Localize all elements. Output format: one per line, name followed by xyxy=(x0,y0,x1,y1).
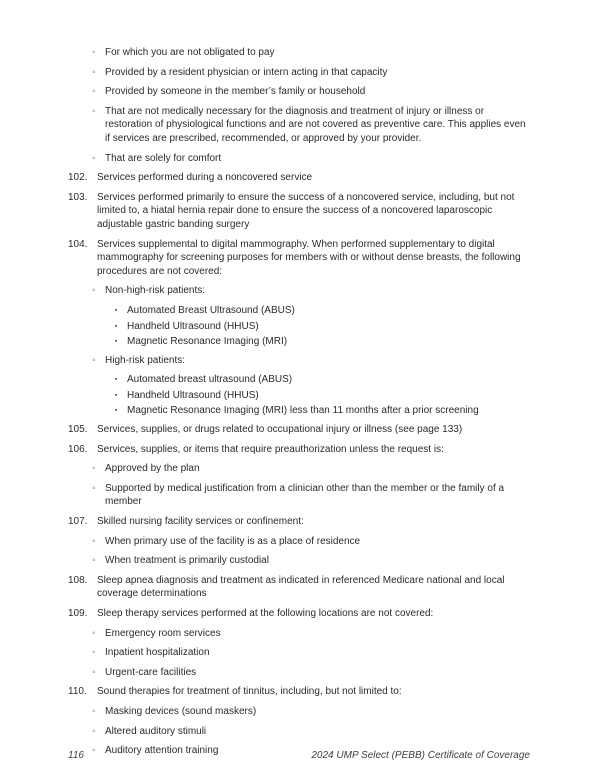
bullet-text: High-risk patients: xyxy=(105,354,186,366)
item-text: Services supplemental to digital mammography. When performed supplementary to digital mammography for screening purposes for members with or without dense breasts, the following procedures are not covered: xyxy=(97,238,521,277)
list-item xyxy=(92,152,530,166)
list-item xyxy=(92,85,530,99)
bullet-text: Handheld Ultrasound (HHUS) xyxy=(127,389,259,401)
circle-bullet-icon: ◦ xyxy=(92,745,96,757)
bullet-text: Magnetic Resonance Imaging (MRI) xyxy=(127,336,288,348)
item-number: 110. xyxy=(68,686,87,698)
circle-bullet-icon: ◦ xyxy=(92,66,96,78)
item-number: 108. xyxy=(68,574,88,586)
list-item xyxy=(115,320,530,334)
item-text: Sound therapies for treatment of tinnitus, including, but not limited to: xyxy=(97,686,402,698)
item-number: 102. xyxy=(68,172,88,184)
list-item xyxy=(92,666,530,680)
item-text: Services, supplies, or items that require preauthorization unless the request is: xyxy=(97,443,444,455)
numbered-item xyxy=(68,238,530,279)
numbered-item xyxy=(68,443,530,457)
circle-bullet-icon: ◦ xyxy=(92,86,96,98)
list-item xyxy=(92,554,530,568)
bullet-text: Non-high-risk patients: xyxy=(105,285,206,297)
bullet-text: Handheld Ultrasound (HHUS) xyxy=(127,320,259,332)
list-item xyxy=(115,373,530,387)
list-item xyxy=(92,535,530,549)
item-text: Services, supplies, or drugs related to occupational injury or illness (see page 133) xyxy=(97,424,463,436)
document-title: 2024 UMP Select (PEBB) Certificate of Coverage xyxy=(311,750,530,762)
bullet-text: Provided by a resident physician or intern acting in that capacity xyxy=(105,66,388,78)
numbered-item xyxy=(68,607,530,621)
circle-bullet-icon: ◦ xyxy=(92,285,96,297)
numbered-item xyxy=(68,574,530,601)
item-number: 106. xyxy=(68,443,88,455)
bullet-text: When primary use of the facility is as a place of residence xyxy=(105,535,361,547)
numbered-item xyxy=(68,685,530,699)
list-item xyxy=(115,389,530,403)
list-item xyxy=(115,404,530,418)
bullet-text: Urgent-care facilities xyxy=(105,666,197,678)
item-text: Sleep apnea diagnosis and treatment as indicated in referenced Medicare national and local coverage determinations xyxy=(97,574,505,600)
bullet-text: Automated Breast Ultrasound (ABUS) xyxy=(127,304,295,316)
bullet-text: When treatment is primarily custodial xyxy=(105,555,269,567)
item-text: Skilled nursing facility services or confinement: xyxy=(97,516,304,528)
bullet-text: Altered auditory stimuli xyxy=(105,725,207,737)
square-bullet-icon: ▪ xyxy=(115,407,118,415)
list-item xyxy=(92,705,530,719)
circle-bullet-icon: ◦ xyxy=(92,555,96,567)
numbered-item xyxy=(68,515,530,529)
item-number: 104. xyxy=(68,238,88,250)
list-item xyxy=(92,105,530,146)
list-item xyxy=(92,46,530,60)
bullet-text: Automated breast ultrasound (ABUS) xyxy=(127,374,293,386)
numbered-item xyxy=(68,191,530,232)
bullet-text: That are not medically necessary for the diagnosis and treatment of injury or illness or restoration of physiological functions and are not covered as preventive care. This applies even if services are prescribed, recommended, or approved by your provider. xyxy=(105,105,526,144)
square-bullet-icon: ▪ xyxy=(115,306,118,314)
numbered-item xyxy=(68,171,530,185)
item-text: Services performed during a noncovered service xyxy=(97,172,313,184)
circle-bullet-icon: ◦ xyxy=(92,666,96,678)
item-number: 109. xyxy=(68,608,88,619)
circle-bullet-icon: ◦ xyxy=(92,482,96,494)
item-number: 103. xyxy=(68,191,88,203)
list-item xyxy=(115,335,530,349)
list-item xyxy=(92,725,530,739)
list-item xyxy=(92,354,530,368)
square-bullet-icon: ▪ xyxy=(115,376,118,384)
circle-bullet-icon: ◦ xyxy=(92,47,96,58)
page-number: 116 xyxy=(68,750,84,762)
bullet-text: Emergency room services xyxy=(105,627,221,639)
bullet-text: Provided by someone in the member’s family or household xyxy=(105,86,366,98)
circle-bullet-icon: ◦ xyxy=(92,152,96,164)
square-bullet-icon: ▪ xyxy=(115,322,118,330)
bullet-text: Inpatient hospitalization xyxy=(105,647,210,659)
bullet-text: Auditory attention training xyxy=(105,745,219,757)
item-number: 107. xyxy=(68,516,88,528)
item-number: 105. xyxy=(68,424,88,436)
bullet-text: Approved by the plan xyxy=(105,463,200,475)
square-bullet-icon: ▪ xyxy=(115,338,118,346)
bullet-text: Supported by medical justification from a clinician other than the member or the family of a member xyxy=(105,482,505,508)
circle-bullet-icon: ◦ xyxy=(92,647,96,659)
page-footer xyxy=(68,749,530,763)
list-item xyxy=(92,646,530,660)
list-item xyxy=(92,284,530,298)
square-bullet-icon: ▪ xyxy=(115,391,118,399)
bullet-text: Masking devices (sound maskers) xyxy=(105,705,257,717)
circle-bullet-icon: ◦ xyxy=(92,105,96,117)
circle-bullet-icon: ◦ xyxy=(92,705,96,717)
list-item xyxy=(92,627,530,641)
circle-bullet-icon: ◦ xyxy=(92,725,96,737)
circle-bullet-icon: ◦ xyxy=(92,535,96,547)
bullet-text: That are solely for comfort xyxy=(105,152,222,164)
list-item xyxy=(92,462,530,476)
item-text: Sleep therapy services performed at the following locations are not covered: xyxy=(97,608,434,619)
item-text: Services performed primarily to ensure the success of a noncovered service, including, but not limited to, a hiatal hernia repair done to ensure the success of a noncovered laparoscopic adjustable gastric banding surgery xyxy=(97,191,515,230)
circle-bullet-icon: ◦ xyxy=(92,627,96,639)
bullet-text: For which you are not obligated to pay xyxy=(105,47,275,58)
circle-bullet-icon: ◦ xyxy=(92,463,96,475)
bullet-text: Magnetic Resonance Imaging (MRI) less than 11 months after a prior screening xyxy=(127,405,479,417)
list-item xyxy=(92,482,530,509)
numbered-item xyxy=(68,423,530,437)
circle-bullet-icon: ◦ xyxy=(92,354,96,366)
list-item xyxy=(92,66,530,80)
list-item xyxy=(115,304,530,318)
